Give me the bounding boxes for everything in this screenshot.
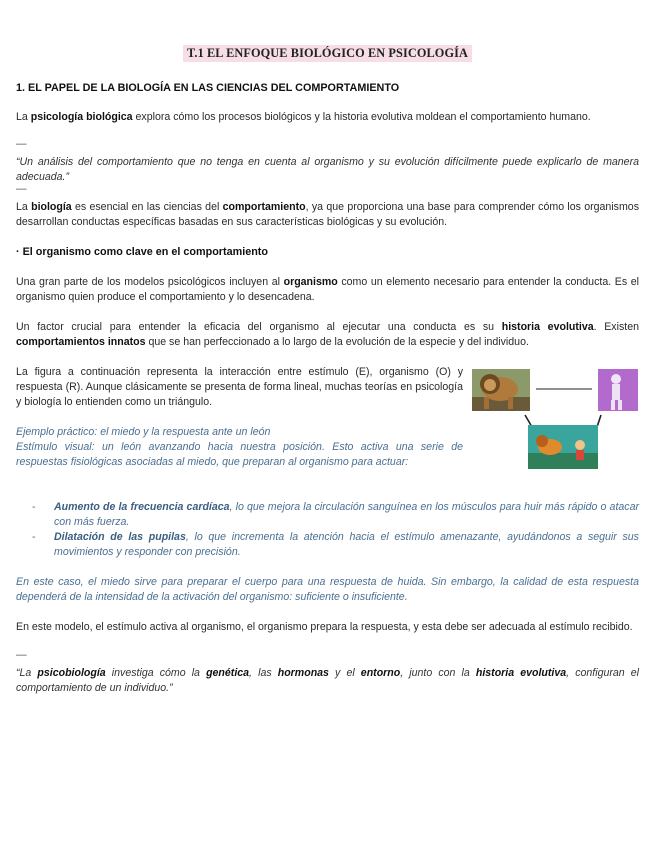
bullet-mark: - — [32, 501, 36, 513]
separator-dash: — — [16, 138, 27, 150]
subsection-heading: · El organismo como clave en el comportamiento — [16, 246, 268, 258]
paragraph-historia: Un factor crucial para entender la eficacia del organismo al ejecutar una conducta es su historia evolutiva. Existen comportamientos innatos que se han perfeccionado a lo largo de la evolución de la especie y del individuo. — [16, 321, 639, 348]
paragraph-modelo: En este modelo, el estímulo activa al organismo, el organismo prepara la respuesta, y esta debe ser adecuada al estímulo recibido. — [16, 621, 633, 633]
paragraph-modelos: Una gran parte de los modelos psicológicos incluyen al organismo como un elemento necesario para entender la conducta. Es el organismo quien produce el comportamiento y lo desencadena. — [16, 276, 640, 303]
separator-dash-3: — — [16, 649, 27, 661]
list-item: - Dilatación de las pupilas, lo que incrementa la atención hacia el estímulo amenazante, ayudándonos a seguir sus movimientos y responder con precisión. — [32, 531, 639, 558]
list-item: - Aumento de la frecuencia cardíaca, lo que mejora la circulación sanguínea en los músculos para huir más rápido o atacar con más fuerza. — [32, 501, 639, 528]
paragraph-figura: La figura a continuación representa la interacción entre estímulo (E), organismo (O) y respuesta (R). Aunque clásicamente se presenta de forma lineal, muchas teorías en psicología y biología lo entienden como un triángulo. — [16, 366, 463, 408]
quote-organismo: “Un análisis del comportamiento que no tenga en cuenta al organismo y su evolución difícilmente puede explicarlo de manera adecuada.” — [16, 156, 639, 183]
eor-triangle-figure — [470, 367, 640, 471]
example-text: Estímulo visual: un león avanzando hacia nuestra posición. Esto activa una serie de respuestas fisiológicas asociadas al miedo, que preparan al organismo para actuar: — [16, 441, 463, 468]
fleeing-scene-icon — [528, 425, 598, 469]
paragraph-biologia: La biología es esencial en las ciencias del comportamiento, ya que proporciona una base para comprender cómo los organismos desarrollan conductas específicas basadas en sus características biológicas y su evolución. — [16, 201, 639, 228]
figure-svg — [470, 367, 640, 471]
conclusion-text: En este caso, el miedo sirve para preparar el cuerpo para una respuesta de huida. Sin embargo, la calidad de esta respuesta dependerá de la intensidad de la activación del organismo: suficiente o insuficiente. — [16, 576, 639, 603]
physiological-responses-list — [32, 500, 639, 560]
page-title: T.1 EL ENFOQUE BIOLÓGICO EN PSICOLOGÍA — [183, 45, 472, 62]
title-wrap — [0, 45, 655, 62]
person-icon — [598, 369, 638, 411]
quote-psicobiologia: “La psicobiología investiga cómo la genética, las hormonas y el entorno, junto con la historia evolutiva, configuran el comportamiento de un individuo.” — [16, 667, 640, 694]
bullet-mark: - — [32, 531, 36, 543]
separator-dash-2: — — [16, 183, 27, 195]
term-psicologia-biologica: psicología biológica — [30, 111, 133, 123]
section-heading: 1. EL PAPEL DE LA BIOLOGÍA EN LAS CIENCIAS DEL COMPORTAMIENTO — [16, 82, 400, 94]
paragraph-intro: La psicología biológica explora cómo los procesos biológicos y la historia evolutiva moldean el comportamiento humano. — [16, 111, 591, 123]
lion-icon — [472, 369, 530, 411]
example-title: Ejemplo práctico: el miedo y la respuesta ante un león — [16, 426, 271, 438]
